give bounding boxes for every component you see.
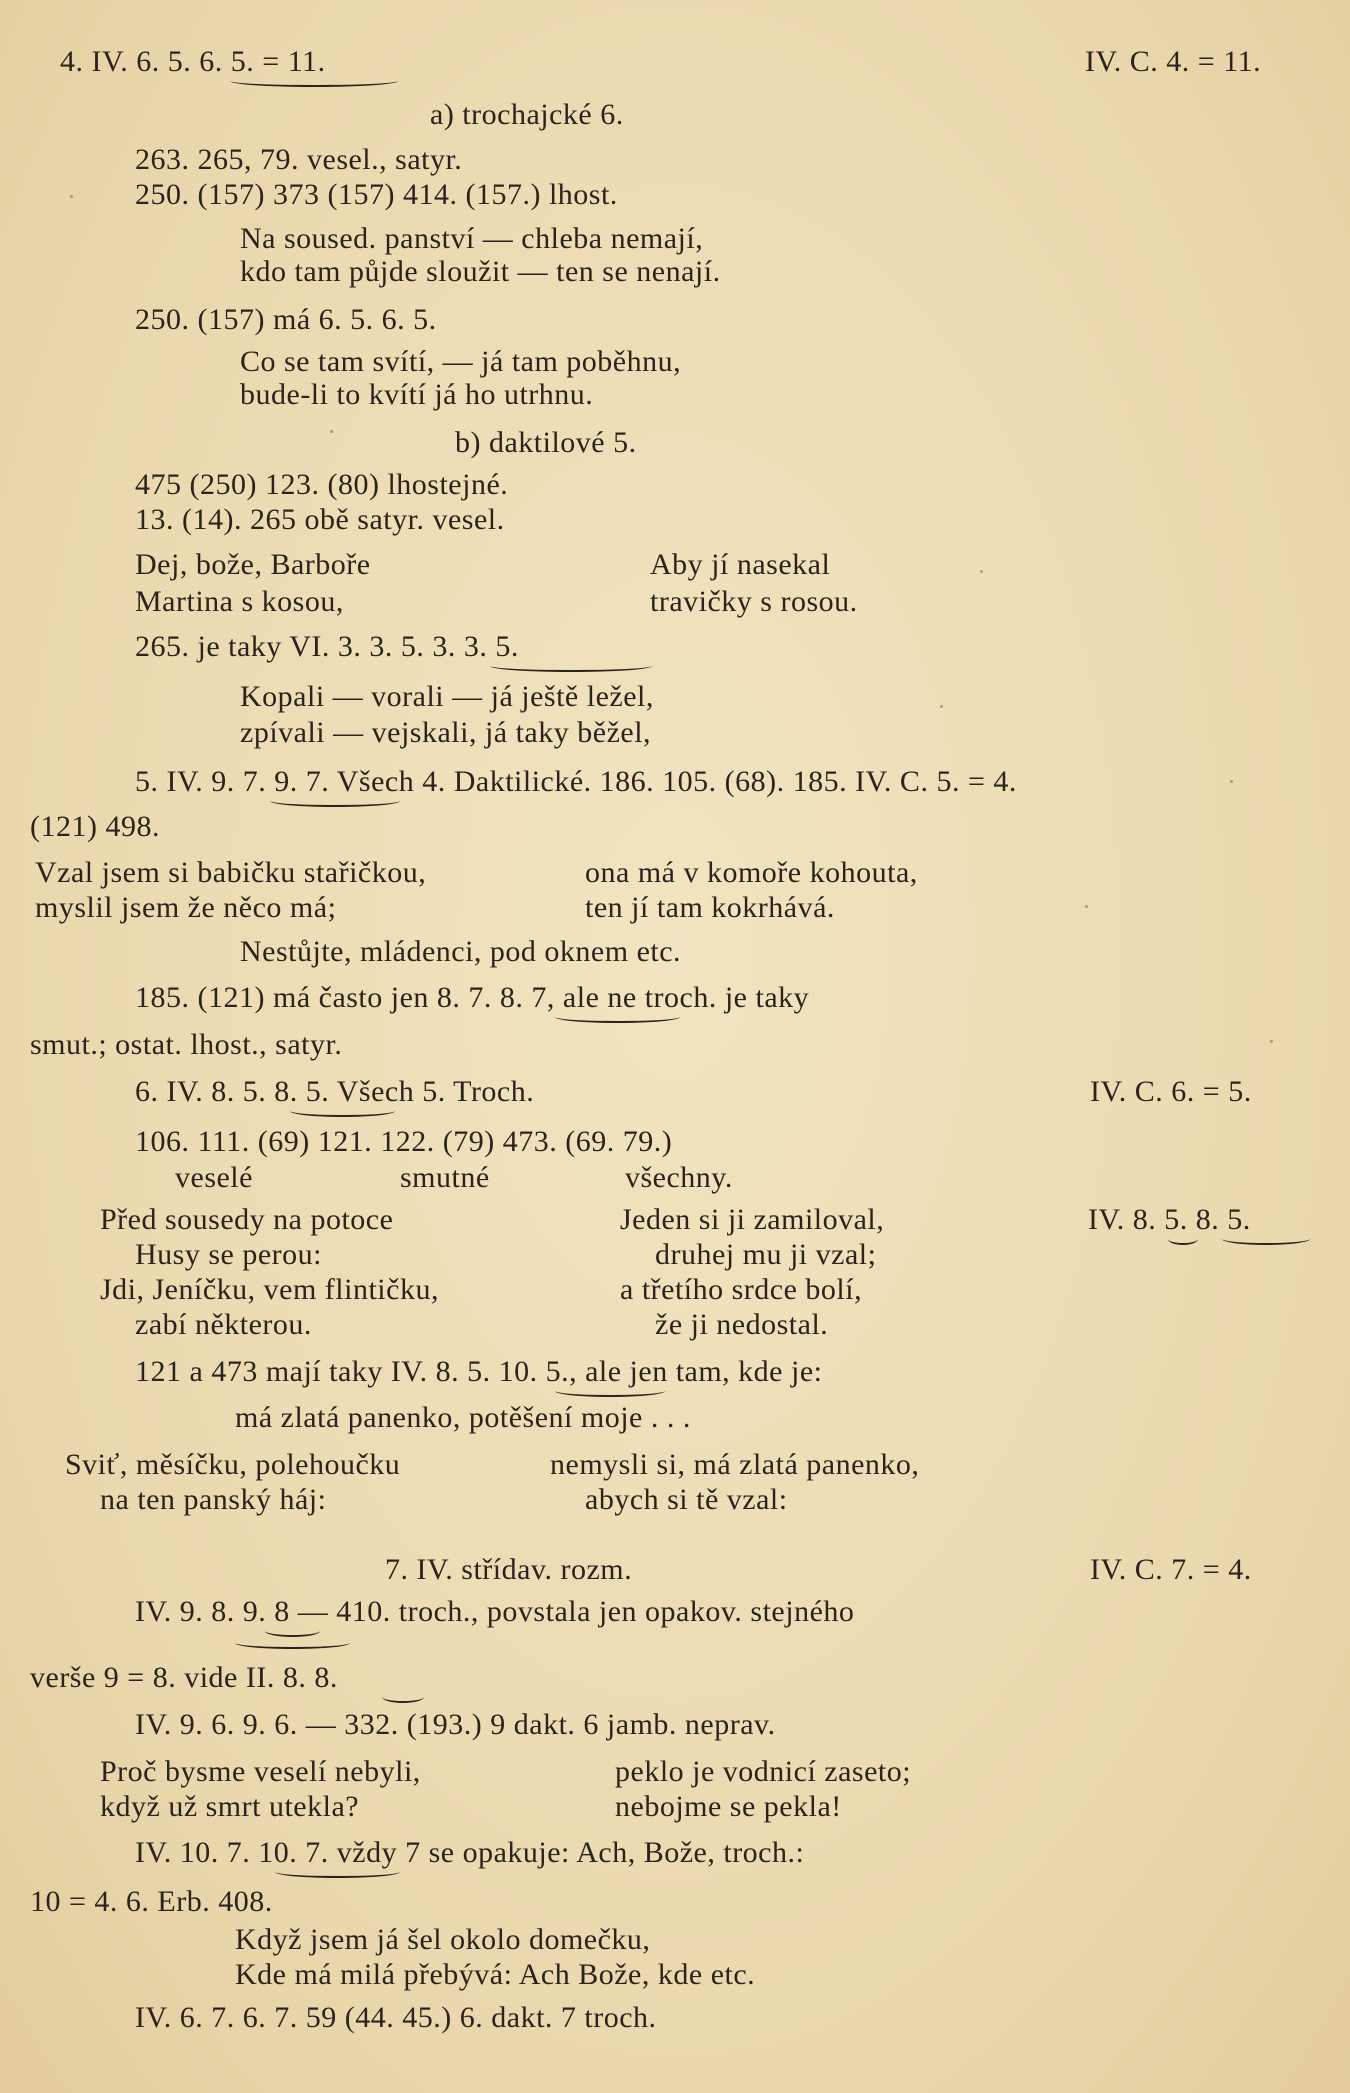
verse-line: Dej, bože, Barboře: [135, 548, 371, 581]
verse-line: kdo tam půjde sloužit — ten se nenají.: [240, 255, 721, 288]
verse-line-right: Jeden si ji zamiloval,: [620, 1203, 885, 1236]
verse-line: na ten panský háj:: [100, 1483, 327, 1516]
column-label: smutné: [400, 1161, 490, 1194]
verse-line: Před sousedy na potoce: [100, 1203, 394, 1236]
column-label: veselé: [175, 1161, 253, 1194]
paper-speck: [1270, 1040, 1273, 1043]
verse-line: Nestůjte, mládenci, pod oknem etc.: [240, 935, 682, 968]
brace-mark: [290, 1105, 395, 1117]
text-line: 250. (157) 373 (157) 414. (157.) lhost.: [135, 178, 618, 211]
verse-line: zabí některou.: [135, 1308, 312, 1341]
verse-line-right: peklo je vodnicí zaseto;: [615, 1755, 912, 1788]
verse-line: Husy se perou:: [135, 1238, 322, 1271]
brace-mark: [235, 1637, 350, 1649]
verse-line-right: Aby jí nasekal: [650, 548, 831, 581]
paper-speck: [1085, 905, 1088, 908]
brace-mark: [555, 1011, 680, 1023]
verse-line-right: ona má v komoře kohouta,: [585, 856, 918, 889]
text-line: 13. (14). 265 obě satyr. vesel.: [135, 503, 505, 536]
brace-mark: [555, 1385, 665, 1397]
text-line: IV. 10. 7. 10. 7. vždy 7 se opakuje: Ach, Bože, troch.:: [135, 1836, 805, 1869]
verse-line: Proč bysme veselí nebyli,: [100, 1755, 421, 1788]
brace-mark: [1168, 1233, 1198, 1245]
heading-6-right: IV. C. 6. = 5.: [1090, 1075, 1252, 1108]
verse-line: Martina s kosou,: [135, 585, 344, 618]
text-line: verše 9 = 8. vide II. 8. 8.: [30, 1661, 338, 1694]
verse-line: Kopali — vorali — já ještě ležel,: [240, 680, 654, 713]
verse-line-right: nemysli si, má zlatá panenko,: [550, 1448, 920, 1481]
brace-mark: [230, 75, 398, 87]
heading-7-right: IV. C. 7. = 4.: [1090, 1553, 1252, 1586]
verse-line: myslil jsem že něco má;: [35, 891, 337, 924]
text-line: 265. je taky VI. 3. 3. 5. 3. 3. 5.: [135, 630, 519, 663]
verse-line: Co se tam svítí, — já tam poběhnu,: [240, 345, 682, 378]
brace-mark: [265, 1625, 320, 1637]
verse-line: má zlatá panenko, potěšení moje . . .: [235, 1401, 691, 1434]
brace-mark: [270, 795, 400, 807]
text-line: 106. 111. (69) 121. 122. (79) 473. (69. 79.): [135, 1125, 673, 1158]
heading-4-right: IV. C. 4. = 11.: [1085, 45, 1262, 78]
text-line: smut.; ostat. lhost., satyr.: [30, 1028, 343, 1061]
heading-5: 5. IV. 9. 7. 9. 7. Všech 4. Daktilické. 186. 105. (68). 185. IV. C. 5. = 4.: [135, 765, 1017, 798]
verse-line-right: ten jí tam kokrhává.: [585, 891, 835, 924]
text-line: (121) 498.: [30, 810, 160, 843]
verse-line: Vzal jsem si babičku stařičkou,: [35, 856, 427, 889]
verse-line-right: a třetího srdce bolí,: [620, 1273, 863, 1306]
verse-line: Když jsem já šel okolo domečku,: [235, 1923, 651, 1956]
column-label: všechny.: [625, 1161, 733, 1194]
verse-line-right: že ji nedostal.: [655, 1308, 829, 1341]
verse-line-right: nebojme se pekla!: [615, 1790, 842, 1823]
text-line: 185. (121) má často jen 8. 7. 8. 7, ale ne troch. je taky: [135, 981, 810, 1014]
text-line: 121 a 473 mají taky IV. 8. 5. 10. 5., ale jen tam, kde je:: [135, 1355, 823, 1388]
brace-mark: [490, 660, 652, 672]
paper-speck: [980, 570, 983, 573]
text-line: 475 (250) 123. (80) lhostejné.: [135, 468, 509, 501]
verse-line: Sviť, měsíčku, polehoučku: [65, 1448, 401, 1481]
verse-line: zpívali — vejskali, já taky běžel,: [240, 716, 652, 749]
brace-mark: [382, 1691, 424, 1703]
brace-mark: [1222, 1233, 1310, 1245]
text-line: IV. 9. 6. 9. 6. — 332. (193.) 9 dakt. 6 jamb. neprav.: [135, 1708, 776, 1741]
verse-line-right: abych si tě vzal:: [585, 1483, 788, 1516]
verse-line: Jdi, Jeníčku, vem flintičku,: [100, 1273, 439, 1306]
heading-4: 4. IV. 6. 5. 6. 5. = 11.: [60, 45, 326, 78]
verse-line-right: travičky s rosou.: [650, 585, 858, 618]
verse-line: Na soused. panství — chleba nemají,: [240, 222, 704, 255]
subheading-b: b) daktilové 5.: [455, 426, 637, 459]
heading-6: 6. IV. 8. 5. 8. 5. Všech 5. Troch.: [135, 1075, 535, 1108]
verse-line-right: druhej mu ji vzal;: [655, 1238, 877, 1271]
paper-speck: [1230, 780, 1233, 783]
side-note: IV. 8. 5. 8. 5.: [1088, 1203, 1251, 1236]
verse-line: bude-li to kvítí já ho utrhnu.: [240, 378, 594, 411]
text-line: IV. 9. 8. 9. 8 — 410. troch., povstala jen opakov. stejného: [135, 1595, 855, 1628]
verse-line: když už smrt utekla?: [100, 1790, 360, 1823]
text-line: 263. 265, 79. vesel., satyr.: [135, 143, 463, 176]
paper-speck: [330, 430, 333, 433]
paper-speck: [940, 705, 943, 708]
text-line: IV. 6. 7. 6. 7. 59 (44. 45.) 6. dakt. 7 troch.: [135, 2001, 657, 2034]
subheading-a: a) trochajcké 6.: [430, 98, 624, 131]
text-line: 250. (157) má 6. 5. 6. 5.: [135, 303, 437, 336]
text-line: 10 = 4. 6. Erb. 408.: [30, 1885, 273, 1918]
verse-line: Kde má milá přebývá: Ach Bože, kde etc.: [235, 1958, 756, 1991]
brace-mark: [275, 1866, 400, 1878]
paper-speck: [70, 195, 73, 198]
heading-7: 7. IV. střídav. rozm.: [385, 1553, 633, 1586]
